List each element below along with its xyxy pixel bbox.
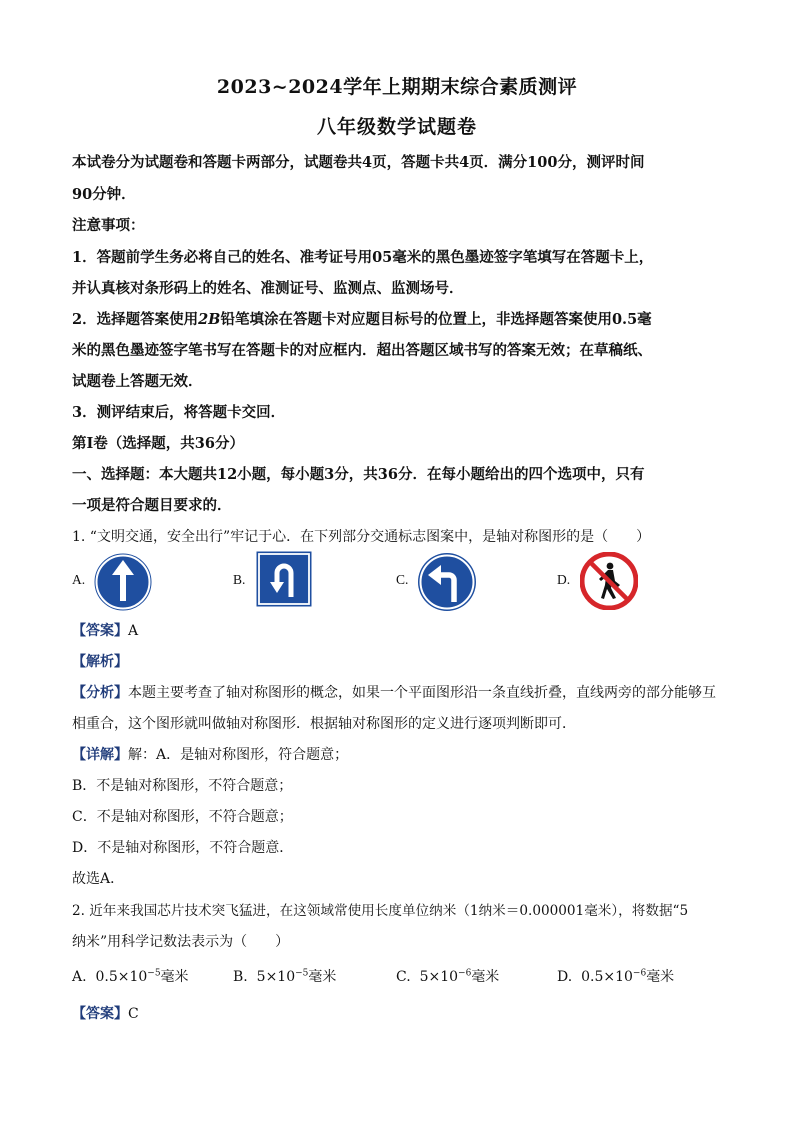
intro-line-1: 本试卷分为试题卷和答题卡两部分，试题卷共4页，答题卡共4页．满分100分，测评时间 (72, 154, 645, 171)
q2-option-c-base: 5×10 (419, 969, 459, 985)
note-2-prefix: 2．选择题答案使用 (72, 311, 199, 328)
q2-option-b (233, 966, 336, 986)
q2-option-a-exp: −5 (147, 968, 161, 979)
q1-fenxi-text-1: 本题主要考查了轴对称图形的概念，如果一个平面图形沿一条直线折叠，直线两旁的部分能够互 (128, 685, 716, 701)
section-1-line-2: 一项是符合题目要求的． (72, 497, 232, 514)
q2-option-b-label: B. (233, 969, 248, 985)
q2-answer-value: C (128, 1006, 139, 1022)
part-1-heading: 第Ⅰ卷（选择题，共36分） (72, 435, 244, 452)
q1-answer-line (72, 620, 732, 640)
q1-option-d-label: D. (557, 572, 571, 587)
q2-option-a-unit: 毫米 (160, 969, 189, 985)
exam-subtitle: 八年级数学试题卷 (316, 116, 477, 138)
q2-option-b-base: 5×10 (256, 969, 296, 985)
q2-option-b-unit: 毫米 (308, 969, 337, 985)
q2-option-a-base: 0.5×10 (95, 969, 148, 985)
q1-conclusion: 故选A． (72, 871, 125, 887)
q1-answer-value: A (128, 623, 139, 639)
q2-option-d-unit: 毫米 (646, 969, 675, 985)
q2-answer-tag: 【答案】 (72, 1006, 128, 1022)
q1-detail-line-4: D．不是轴对称图形，不符合题意． (72, 840, 294, 856)
note-2-line-1 (72, 308, 732, 329)
note-3: 3．测评结束后，将答题卡交回． (72, 404, 286, 421)
q2-option-d-base: 0.5×10 (581, 969, 633, 985)
analysis-tag: 【解析】 (72, 654, 128, 670)
q2-answer-line (72, 1003, 732, 1023)
u-turn-sign-icon (256, 551, 312, 607)
q1-detail-text-a: 解：A．是轴对称图形，符合题意； (128, 747, 349, 763)
q1-fenxi-line-2: 相重合，这个图形就叫做轴对称图形．根据轴对称图形的定义进行逐项判断即可． (72, 716, 576, 732)
detail-tag: 【详解】 (72, 747, 128, 763)
left-turn-arrow-sign-icon (416, 551, 478, 613)
q2-option-d-label: D. (557, 969, 573, 985)
q1-detail-line-3: C．不是轴对称图形，不符合题意； (72, 809, 293, 825)
q1-detail-line-1 (72, 744, 732, 764)
q2-stem-line-2: 纳米”用科学记数法表示为（ ） (72, 934, 290, 950)
q1-option-c-label: C. (396, 572, 409, 587)
q2-stem-line-1: 2. 近年来我国芯片技术突飞猛进，在这领域常使用长度单位纳米（1纳米＝0.000001毫米），将数据“5 (72, 903, 689, 919)
q2-option-c (396, 966, 499, 986)
q2-option-a-label: A. (72, 969, 87, 985)
note-2-line-3: 试题卷上答题无效． (72, 373, 203, 390)
note-2-line-2: 米的黑色墨迹签字笔书写在答题卡的对应框内．超出答题区域书写的答案无效；在草稿纸、 (72, 342, 652, 359)
note-1-line-1: 1．答题前学生务必将自己的姓名、准考证号用05毫米的黑色墨迹签字笔填写在答题卡上， (72, 249, 654, 266)
q2-option-b-exp: −5 (295, 968, 309, 979)
exam-title: 2023~2024学年上期期末综合素质测评 (216, 76, 578, 98)
q1-fenxi-line-1 (72, 682, 732, 702)
section-1-line-1: 一、选择题：本大题共12小题，每小题3分，共36分．在每小题给出的四个选项中，只有 (72, 466, 645, 483)
intro-line-2: 90分钟． (72, 186, 136, 203)
q1-detail-line-2: B．不是轴对称图形，不符合题意； (72, 778, 293, 794)
q2-option-d-exp: −6 (632, 968, 647, 979)
q1-option-a-label: A. (72, 572, 86, 587)
note-1-line-2: 并认真核对条形码上的姓名、准测证号、监测点、监测场号． (72, 280, 464, 297)
q2-option-a (72, 966, 189, 986)
q1-analysis-line (72, 651, 732, 671)
straight-ahead-arrow-sign-icon (92, 551, 154, 613)
q1-stem: 1. “文明交通，安全出行”牢记于心．在下列部分交通标志图案中，是轴对称图形的是（ ） (72, 529, 651, 545)
q1-option-b-label: B. (233, 572, 246, 587)
no-pedestrians-sign-icon (580, 552, 638, 610)
q2-option-d (557, 966, 674, 986)
q2-option-c-unit: 毫米 (471, 969, 500, 985)
note-2-suffix: 铅笔填涂在答题卡对应题目标号的位置上，非选择题答案使用0.5毫 (220, 311, 652, 328)
note-2-var: 2B (198, 311, 221, 328)
q2-option-c-exp: −6 (458, 968, 472, 979)
notice-title: 注意事项： (72, 217, 145, 234)
answer-tag: 【答案】 (72, 623, 128, 639)
fenxi-tag: 【分析】 (72, 685, 128, 701)
q2-option-c-label: C. (396, 969, 411, 985)
